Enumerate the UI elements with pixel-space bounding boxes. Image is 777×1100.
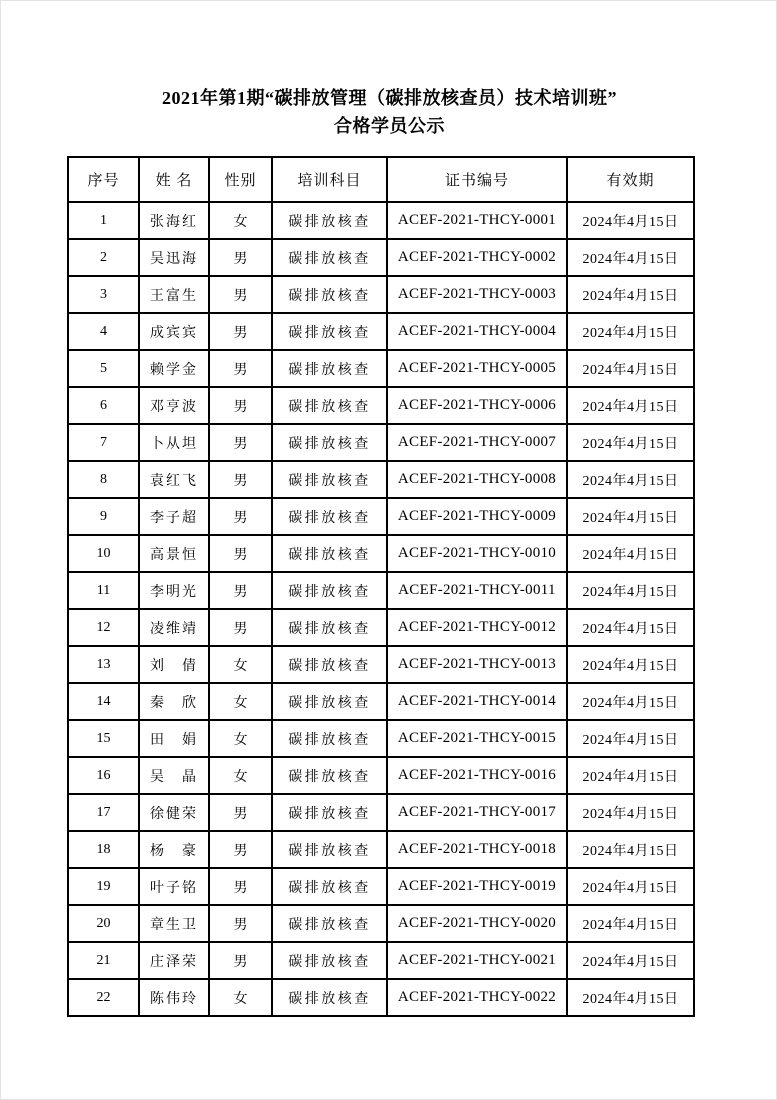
cell-student-name: 张海红 [139, 202, 209, 239]
cell-serial-number: 14 [68, 683, 139, 720]
cell-certificate-number: ACEF-2021-THCY-0020 [387, 905, 567, 942]
cell-student-name: 秦 欣 [139, 683, 209, 720]
table-row [68, 276, 694, 313]
table-row [68, 868, 694, 905]
cell-training-subject: 碳排放核查 [272, 350, 387, 387]
cell-serial-number: 9 [68, 498, 139, 535]
table-row [68, 313, 694, 350]
cell-valid-until: 2024年4月15日 [567, 683, 694, 720]
cell-training-subject: 碳排放核查 [272, 276, 387, 313]
cell-training-subject: 碳排放核查 [272, 683, 387, 720]
cell-student-name: 高景恒 [139, 535, 209, 572]
cell-serial-number: 4 [68, 313, 139, 350]
cell-serial-number: 7 [68, 424, 139, 461]
cell-certificate-number: ACEF-2021-THCY-0015 [387, 720, 567, 757]
cell-gender: 男 [209, 350, 272, 387]
cell-valid-until: 2024年4月15日 [567, 942, 694, 979]
cell-student-name: 李明光 [139, 572, 209, 609]
cell-training-subject: 碳排放核查 [272, 387, 387, 424]
cell-student-name: 邓亨波 [139, 387, 209, 424]
cell-gender: 男 [209, 609, 272, 646]
table-header-row [68, 157, 694, 202]
cell-gender: 女 [209, 683, 272, 720]
cell-student-name: 凌维靖 [139, 609, 209, 646]
cell-training-subject: 碳排放核查 [272, 609, 387, 646]
qualified-students-table [67, 156, 695, 1017]
cell-serial-number: 17 [68, 794, 139, 831]
cell-training-subject: 碳排放核查 [272, 313, 387, 350]
cell-gender: 男 [209, 868, 272, 905]
cell-training-subject: 碳排放核查 [272, 572, 387, 609]
col-header-valid: 有效期 [567, 157, 694, 202]
cell-gender: 女 [209, 202, 272, 239]
cell-gender: 男 [209, 239, 272, 276]
cell-student-name: 袁红飞 [139, 461, 209, 498]
cell-serial-number: 22 [68, 979, 139, 1016]
cell-student-name: 李子超 [139, 498, 209, 535]
cell-training-subject: 碳排放核查 [272, 646, 387, 683]
table-row [68, 572, 694, 609]
cell-gender: 女 [209, 757, 272, 794]
cell-certificate-number: ACEF-2021-THCY-0002 [387, 239, 567, 276]
cell-certificate-number: ACEF-2021-THCY-0019 [387, 868, 567, 905]
cell-student-name: 赖学金 [139, 350, 209, 387]
cell-gender: 男 [209, 794, 272, 831]
cell-valid-until: 2024年4月15日 [567, 572, 694, 609]
cell-serial-number: 8 [68, 461, 139, 498]
cell-gender: 男 [209, 831, 272, 868]
cell-training-subject: 碳排放核查 [272, 720, 387, 757]
cell-gender: 男 [209, 313, 272, 350]
cell-valid-until: 2024年4月15日 [567, 794, 694, 831]
cell-certificate-number: ACEF-2021-THCY-0014 [387, 683, 567, 720]
col-header-gender: 性别 [209, 157, 272, 202]
table-row [68, 794, 694, 831]
cell-serial-number: 12 [68, 609, 139, 646]
cell-training-subject: 碳排放核查 [272, 461, 387, 498]
cell-training-subject: 碳排放核查 [272, 202, 387, 239]
cell-valid-until: 2024年4月15日 [567, 720, 694, 757]
cell-serial-number: 20 [68, 905, 139, 942]
cell-gender: 男 [209, 424, 272, 461]
cell-gender: 女 [209, 979, 272, 1016]
table-row [68, 905, 694, 942]
cell-certificate-number: ACEF-2021-THCY-0021 [387, 942, 567, 979]
cell-gender: 男 [209, 905, 272, 942]
cell-certificate-number: ACEF-2021-THCY-0011 [387, 572, 567, 609]
cell-student-name: 陈伟玲 [139, 979, 209, 1016]
cell-certificate-number: ACEF-2021-THCY-0022 [387, 979, 567, 1016]
cell-certificate-number: ACEF-2021-THCY-0012 [387, 609, 567, 646]
table-row [68, 424, 694, 461]
cell-student-name: 卜从坦 [139, 424, 209, 461]
cell-training-subject: 碳排放核查 [272, 831, 387, 868]
col-header-name: 姓 名 [139, 157, 209, 202]
cell-serial-number: 5 [68, 350, 139, 387]
table-row [68, 683, 694, 720]
table-row [68, 720, 694, 757]
table-row [68, 350, 694, 387]
cell-gender: 男 [209, 387, 272, 424]
cell-serial-number: 10 [68, 535, 139, 572]
cell-gender: 男 [209, 498, 272, 535]
cell-certificate-number: ACEF-2021-THCY-0005 [387, 350, 567, 387]
col-header-subject: 培训科目 [272, 157, 387, 202]
cell-serial-number: 6 [68, 387, 139, 424]
table-row [68, 535, 694, 572]
cell-valid-until: 2024年4月15日 [567, 239, 694, 276]
cell-student-name: 叶子铭 [139, 868, 209, 905]
table-row [68, 609, 694, 646]
cell-valid-until: 2024年4月15日 [567, 387, 694, 424]
cell-certificate-number: ACEF-2021-THCY-0003 [387, 276, 567, 313]
table-row [68, 979, 694, 1016]
page-title-line2: 合格学员公示 [334, 116, 445, 136]
cell-serial-number: 19 [68, 868, 139, 905]
cell-certificate-number: ACEF-2021-THCY-0013 [387, 646, 567, 683]
cell-training-subject: 碳排放核查 [272, 868, 387, 905]
cell-student-name: 吴迅海 [139, 239, 209, 276]
cell-student-name: 庄泽荣 [139, 942, 209, 979]
cell-student-name: 刘 倩 [139, 646, 209, 683]
table-row [68, 942, 694, 979]
cell-student-name: 成宾宾 [139, 313, 209, 350]
cell-certificate-number: ACEF-2021-THCY-0006 [387, 387, 567, 424]
col-header-no: 序号 [68, 157, 139, 202]
cell-student-name: 章生卫 [139, 905, 209, 942]
cell-training-subject: 碳排放核查 [272, 535, 387, 572]
cell-valid-until: 2024年4月15日 [567, 831, 694, 868]
cell-serial-number: 1 [68, 202, 139, 239]
cell-serial-number: 13 [68, 646, 139, 683]
cell-valid-until: 2024年4月15日 [567, 609, 694, 646]
cell-serial-number: 16 [68, 757, 139, 794]
cell-certificate-number: ACEF-2021-THCY-0010 [387, 535, 567, 572]
cell-gender: 男 [209, 572, 272, 609]
cell-valid-until: 2024年4月15日 [567, 646, 694, 683]
table-row [68, 498, 694, 535]
cell-gender: 女 [209, 646, 272, 683]
table-row [68, 202, 694, 239]
table-row [68, 461, 694, 498]
table-row [68, 757, 694, 794]
cell-serial-number: 3 [68, 276, 139, 313]
cell-certificate-number: ACEF-2021-THCY-0016 [387, 757, 567, 794]
cell-gender: 男 [209, 276, 272, 313]
cell-training-subject: 碳排放核查 [272, 239, 387, 276]
cell-certificate-number: ACEF-2021-THCY-0004 [387, 313, 567, 350]
cell-valid-until: 2024年4月15日 [567, 979, 694, 1016]
page-title-line1: 2021年第1期“碳排放管理（碳排放核查员）技术培训班” [162, 88, 617, 108]
cell-certificate-number: ACEF-2021-THCY-0018 [387, 831, 567, 868]
cell-gender: 男 [209, 942, 272, 979]
cell-training-subject: 碳排放核查 [272, 498, 387, 535]
cell-gender: 女 [209, 720, 272, 757]
cell-valid-until: 2024年4月15日 [567, 498, 694, 535]
cell-valid-until: 2024年4月15日 [567, 757, 694, 794]
cell-training-subject: 碳排放核查 [272, 942, 387, 979]
table-row [68, 239, 694, 276]
cell-certificate-number: ACEF-2021-THCY-0008 [387, 461, 567, 498]
cell-student-name: 杨 豪 [139, 831, 209, 868]
cell-student-name: 徐健荣 [139, 794, 209, 831]
cell-training-subject: 碳排放核查 [272, 905, 387, 942]
cell-student-name: 吴 晶 [139, 757, 209, 794]
cell-serial-number: 11 [68, 572, 139, 609]
cell-certificate-number: ACEF-2021-THCY-0009 [387, 498, 567, 535]
table-row [68, 831, 694, 868]
cell-valid-until: 2024年4月15日 [567, 905, 694, 942]
cell-gender: 男 [209, 461, 272, 498]
cell-valid-until: 2024年4月15日 [567, 535, 694, 572]
cell-valid-until: 2024年4月15日 [567, 276, 694, 313]
cell-training-subject: 碳排放核查 [272, 424, 387, 461]
col-header-cert: 证书编号 [387, 157, 567, 202]
cell-valid-until: 2024年4月15日 [567, 202, 694, 239]
cell-gender: 男 [209, 535, 272, 572]
cell-valid-until: 2024年4月15日 [567, 868, 694, 905]
cell-valid-until: 2024年4月15日 [567, 350, 694, 387]
cell-certificate-number: ACEF-2021-THCY-0001 [387, 202, 567, 239]
cell-serial-number: 2 [68, 239, 139, 276]
cell-valid-until: 2024年4月15日 [567, 424, 694, 461]
table-body [68, 202, 694, 1016]
cell-serial-number: 21 [68, 942, 139, 979]
cell-valid-until: 2024年4月15日 [567, 461, 694, 498]
table-row [68, 646, 694, 683]
cell-student-name: 田 娟 [139, 720, 209, 757]
cell-training-subject: 碳排放核查 [272, 757, 387, 794]
cell-valid-until: 2024年4月15日 [567, 313, 694, 350]
cell-training-subject: 碳排放核查 [272, 979, 387, 1016]
cell-training-subject: 碳排放核查 [272, 794, 387, 831]
table-row [68, 387, 694, 424]
cell-student-name: 王富生 [139, 276, 209, 313]
cell-certificate-number: ACEF-2021-THCY-0007 [387, 424, 567, 461]
cell-serial-number: 18 [68, 831, 139, 868]
cell-serial-number: 15 [68, 720, 139, 757]
cell-certificate-number: ACEF-2021-THCY-0017 [387, 794, 567, 831]
